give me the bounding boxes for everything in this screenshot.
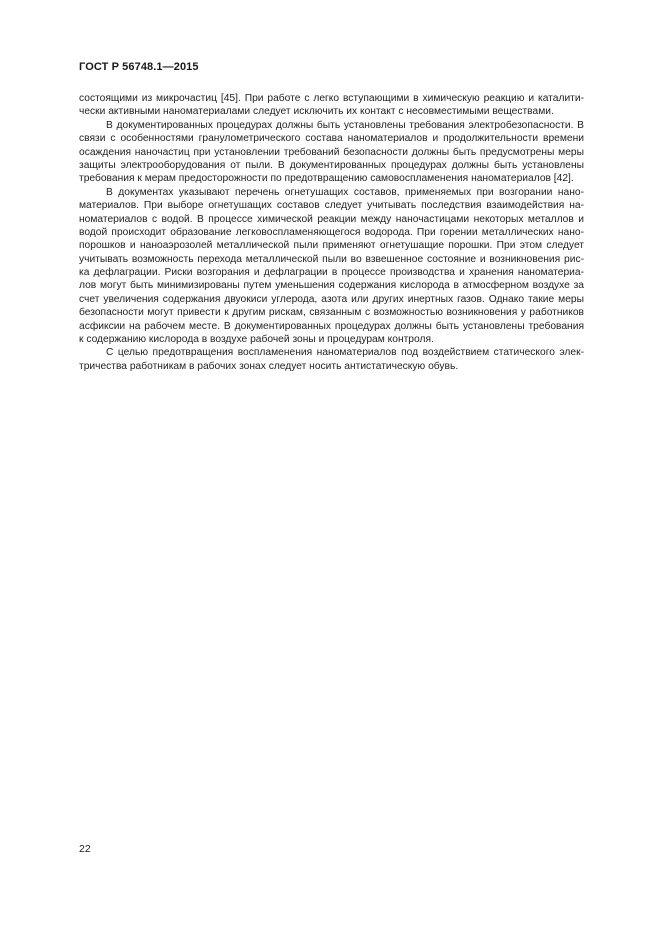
text-line: безопасности могут привести к другим рискам, связанным с возможностью возникновения у работников bbox=[79, 307, 584, 319]
document-body bbox=[79, 92, 584, 373]
document-header-title: ГОСТ Р 56748.1—2015 bbox=[79, 61, 199, 73]
text-line: С целью предотвращения воспламенения наноматериалов под воздействием статического элек- bbox=[106, 347, 584, 359]
text-line: водой происходит образование легковоспламеняющегося водорода. При горении металлических нано- bbox=[79, 226, 584, 238]
text-line: ка дефлаграции. Риски возгорания и дефлаграции в процессе производства и хранения наноматериа- bbox=[79, 267, 584, 279]
text-line: учитывать возможность перехода металлической пыли во взвешенное состояние и возникновения рис- bbox=[79, 253, 584, 265]
text-line: требования к мерам предосторожности по предотвращению самовоспламенения наноматериалов [42]. bbox=[79, 173, 574, 185]
paragraph-1 bbox=[79, 92, 584, 119]
text-line: тричества работникам в рабочих зонах следует носить антистатическую обувь. bbox=[79, 360, 459, 372]
paragraph-4 bbox=[79, 346, 584, 373]
text-line: связи с особенностями гранулометрического состава наноматериалов и продолжительности времени bbox=[79, 133, 584, 145]
text-line: лов могут быть минимизированы путем уменьшения содержания кислорода в атмосферном воздухе за bbox=[79, 280, 584, 292]
text-line: к содержанию кислорода в воздухе рабочей зоны и процедурам контроля. bbox=[79, 334, 434, 346]
text-line: В документах указывают перечень огнетушащих составов, применяемых при возгорании нано- bbox=[106, 186, 584, 198]
paragraph-2 bbox=[79, 119, 584, 186]
text-line: порошков и наноаэрозолей металлической пыли применяют огнетушащие порошки. При этом следует bbox=[79, 240, 584, 252]
text-line: осаждения наночастиц при установлении требований безопасности должны быть предусмотрены меры bbox=[79, 146, 584, 158]
text-line: защиты электрооборудования от пыли. В документированных процедурах должны быть установлены bbox=[79, 159, 584, 171]
text-line: состоящими из микрочастиц [45]. При работе с легко вступающими в химическую реакцию и каталити- bbox=[79, 93, 584, 104]
text-line: чески активными наноматериалами следует исключить их контакт с несовместимыми веществами. bbox=[79, 106, 554, 118]
text-line: материалов. При выборе огнетушащих составов следует учитывать последствия взаимодействия на- bbox=[79, 200, 584, 212]
text-line: счет увеличения содержания двуокиси углерода, азота или других инертных газов. Однако такие меры bbox=[79, 293, 584, 305]
text-line: асфиксии на рабочем месте. В документированных процедурах должны быть установлены требования bbox=[79, 320, 584, 332]
text-line: В документированных процедурах должны быть установлены требования электробезопасности. В bbox=[106, 119, 584, 131]
paragraph-3 bbox=[79, 186, 584, 347]
page-number: 22 bbox=[79, 843, 91, 855]
text-line: номатериалов с водой. В процессе химической реакции между наночастицами некоторых металлов и bbox=[79, 213, 584, 225]
